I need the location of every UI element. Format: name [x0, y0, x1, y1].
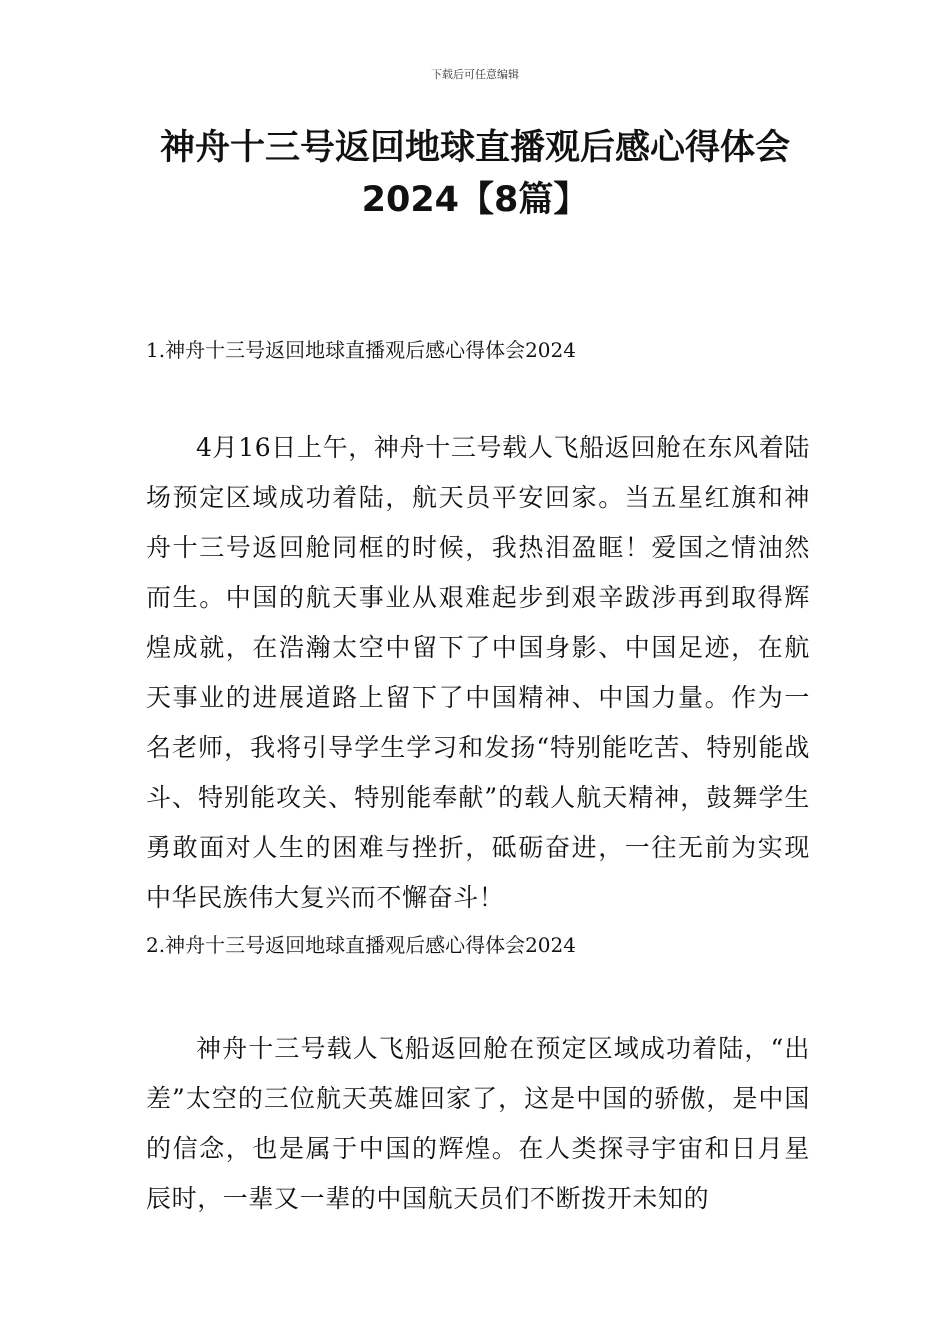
document-title — [120, 122, 830, 226]
title-line-2: 2024【8篇】 — [361, 180, 589, 220]
header-note: 下载后可任意编辑 — [431, 68, 519, 81]
section-2-heading: 2.神舟十三号返回地球直播观后感心得体会2024 — [146, 933, 576, 957]
section-2-body: 神舟十三号载人飞船返回舱在预定区域成功着陆，“出差”太空的三位航天英雄回家了，这是中国的骄傲，是中国的信念，也是属于中国的辉煌。在人类探寻宇宙和日月星辰时，一辈又一辈的中国航天员们不断拨开未知的 — [146, 1034, 810, 1213]
title-line-1: 神舟十三号返回地球直播观后感心得体会 — [159, 128, 790, 168]
section-1-heading: 1.神舟十三号返回地球直播观后感心得体会2024 — [146, 338, 576, 362]
section-1-body: 4月16日上午，神舟十三号载人飞船返回舱在东风着陆场预定区域成功着陆，航天员平安回家。当五星红旗和神舟十三号返回舱同框的时候，我热泪盈眶！爱国之情油然而生。中国的航天事业从艰难起步到艰辛跋涉再到取得辉煌成就，在浩瀚太空中留下了中国身影、中国足迹，在航天事业的进展道路上留下了中国精神、中国力量。作为一名老师，我将引导学生学习和发扬“特别能吃苦、特别能战斗、特别能攻关、特别能奉献”的载人航天精神，鼓舞学生勇敢面对人生的困难与挫折，砥砺奋进，一往无前为实现中华民族伟大复兴而不懈奋斗！ — [146, 433, 810, 912]
